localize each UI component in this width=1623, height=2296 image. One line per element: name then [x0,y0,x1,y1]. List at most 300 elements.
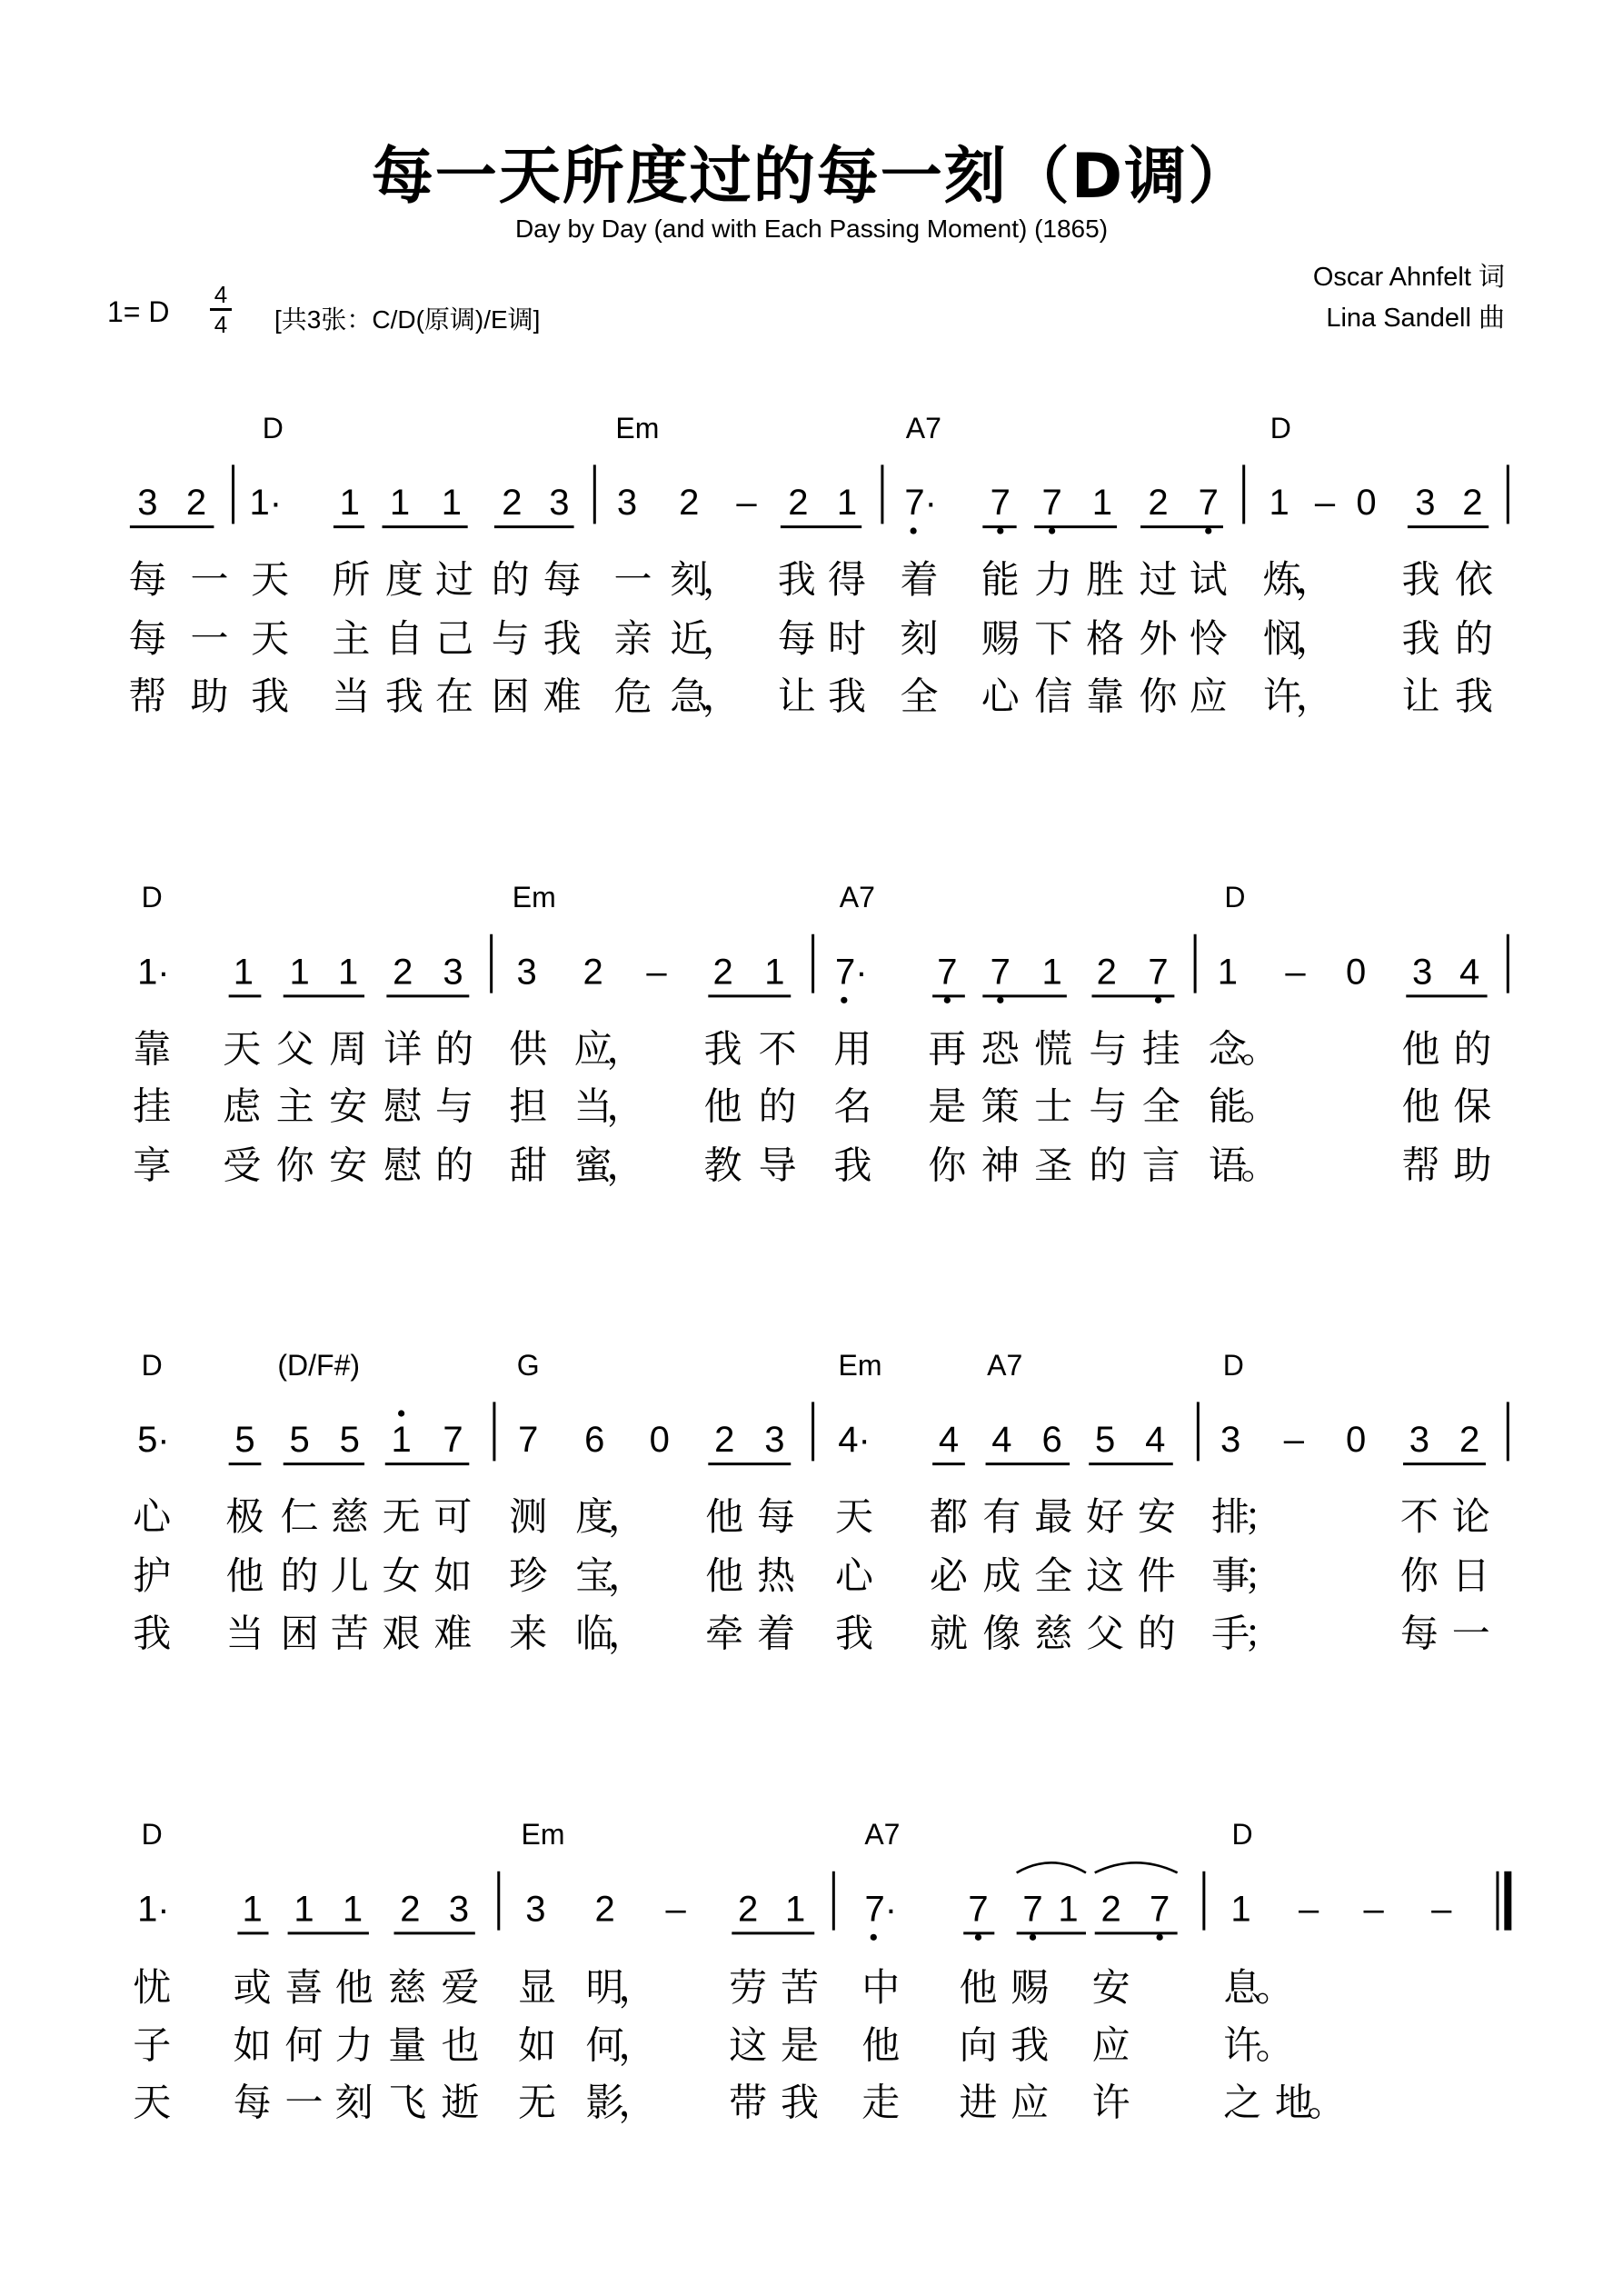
note: 1 [1058,1889,1079,1930]
note: 1 [764,952,785,993]
lyric-char: 我 [1011,2022,1050,2068]
lyric-char: ， [608,1611,647,1656]
note: 5 [339,1420,360,1461]
lyric-char: ， [618,2022,657,2068]
lyric-char: 能 [1208,1083,1247,1129]
lyric-char: 每 [777,616,816,662]
lyric-char: 享 [133,1143,172,1188]
lyric-char: 保 [1453,1083,1492,1129]
lyric-char: 都 [929,1494,968,1540]
lyric-char: ， [1295,616,1334,662]
note: 6 [1041,1420,1062,1461]
lyric-char: ； [1243,1611,1282,1656]
note: 3 [137,483,158,524]
lyric-char: 就 [929,1611,968,1656]
lyric-char: ； [1243,1494,1282,1540]
note: – [1285,952,1306,993]
lyric-char: 件 [1137,1553,1176,1599]
lyric-char: 带 [729,2080,768,2125]
note: 7· [904,483,937,524]
lyric-char: 周 [329,1026,368,1072]
lyric-char: 一 [613,557,652,603]
lyric-char: 飞 [388,2080,427,2125]
note: 2 [1148,483,1169,524]
lyric-char: 一 [190,557,229,603]
lyric-char: 极 [225,1494,264,1540]
note: – [1431,1889,1452,1930]
note: 3 [1415,483,1436,524]
note: 1 [1091,483,1112,524]
lyric-char: 度 [575,1494,614,1540]
lyric-char: 不 [758,1026,797,1072]
lyric-char: 忧 [133,1964,172,2010]
note: 1 [391,1420,412,1461]
time-signature-top: 4 [214,281,228,308]
lyric-char: 应 [573,1026,612,1072]
lyric-char: 无 [382,1494,421,1540]
note: 2 [393,952,413,993]
lyric-char: 这 [1086,1553,1125,1599]
note: 1 [339,483,360,524]
octave-dot-low [911,527,917,534]
lyric-char: 可 [433,1494,473,1540]
note: 7· [835,952,868,993]
note: 2 [594,1889,615,1930]
lyric-char: 念 [1208,1026,1247,1072]
lyric-char: ， [606,1083,645,1129]
lyric-char: ， [702,674,741,719]
lyric-char: 己 [435,616,474,662]
lyric-char: 信 [1034,674,1073,719]
lyric-char: 事 [1211,1553,1250,1599]
octave-dot-low [975,1934,981,1941]
composer-credit: Lina Sandell 曲 [1326,304,1505,333]
lyric-char: 测 [509,1494,548,1540]
note: 2 [714,1420,735,1461]
lyric-char: 当 [332,674,371,719]
note: 1 [836,483,858,524]
lyric-char: 的 [435,1143,474,1188]
lyric-char: 过 [1139,557,1178,603]
lyric-char: 甜 [509,1143,548,1188]
note: – [1314,483,1336,524]
chord-symbol: G [516,1348,540,1382]
lyric-char: 我 [833,1143,872,1188]
lyric-char: 圣 [1034,1143,1073,1188]
lyric-char: 他 [334,1964,373,2010]
lyric-char: 。 [1240,1083,1279,1129]
lyric-char: ， [618,1964,657,2010]
octave-dot-low [841,997,847,1003]
lyric-char: 当 [573,1083,612,1129]
chord-symbol: Em [521,1818,565,1852]
note: 3 [443,952,463,993]
lyric-char: 子 [133,2022,172,2068]
lyric-char: 显 [517,1964,556,2010]
note: 7 [937,952,958,993]
note: 3 [549,483,570,524]
lyric-char: 好 [1086,1494,1125,1540]
lyric-char: 力 [334,2022,373,2068]
lyric-char: 他 [959,1964,998,2010]
chord-symbol: D [141,1818,163,1852]
note: 7 [990,483,1011,524]
lyric-char: 与 [491,616,530,662]
lyric-char: 虑 [223,1083,262,1129]
lyric-char: 来 [509,1611,548,1656]
lyric-char: 息 [1223,1964,1262,2010]
lyric-char: 何 [585,2022,624,2068]
note: 2 [185,483,207,524]
lyric-char: 慰 [383,1083,423,1129]
tie-slur [1017,1862,1086,1872]
note: 0 [649,1420,670,1461]
lyric-char: 在 [435,674,474,719]
lyric-char: 宝 [575,1553,614,1599]
lyric-char: 每 [128,557,167,603]
lyric-char: 天 [835,1494,874,1540]
lyric-char: 赐 [1011,1964,1050,2010]
lyric-char: 帮 [1401,1143,1440,1188]
lyric-char: 全 [900,674,939,719]
note: 7· [864,1889,898,1930]
lyric-char: 恐 [981,1026,1020,1072]
lyric-char: 必 [929,1553,968,1599]
lyric-char: 应 [1189,674,1228,719]
lyric-char: 让 [777,674,816,719]
note: 7 [1148,952,1169,993]
lyric-char: 。 [1307,2080,1346,2125]
lyric-char: 女 [382,1553,421,1599]
lyric-char: 。 [1240,1026,1279,1072]
note: – [1299,1889,1319,1930]
chord-symbol: D [141,881,163,914]
lyric-char: 的 [1089,1143,1128,1188]
lyric-char: 他 [705,1553,744,1599]
lyric-char: 你 [275,1143,314,1188]
lyric-char: 爱 [441,1964,480,2010]
lyric-char: 所 [332,557,371,603]
lyric-char: 你 [1399,1553,1439,1599]
lyric-char: 慈 [388,1964,427,2010]
lyric-char: 心 [133,1494,172,1540]
lyric-char: ； [1243,1553,1282,1599]
lyric-char: 他 [703,1083,742,1129]
lyric-char: 悯 [1262,616,1301,662]
lyric-char: 用 [833,1026,872,1072]
lyric-char: 下 [1034,616,1073,662]
chord-symbol: A7 [864,1818,901,1852]
note: 2 [400,1889,421,1930]
lyric-char: 我 [251,674,290,719]
octave-dot-low [944,997,951,1003]
lyric-char: 许 [1223,2022,1262,2068]
tie-slur [1095,1862,1178,1872]
lyric-char: 我 [1401,616,1440,662]
octave-dot-low [1030,1934,1036,1941]
lyric-char: 手 [1211,1611,1250,1656]
note: 1 [784,1889,806,1930]
note: 5 [1094,1420,1116,1461]
note: – [1283,1420,1305,1461]
lyric-char: 安 [1137,1494,1176,1540]
lyric-char: 全 [1141,1083,1180,1129]
note: 7 [443,1420,463,1461]
note: 7 [990,952,1011,993]
lyric-char: 教 [703,1143,742,1188]
chord-symbol: D [141,1348,163,1382]
note: 2 [788,483,809,524]
note: – [1363,1889,1384,1930]
lyric-char: 论 [1451,1494,1490,1540]
note: 0 [1345,1420,1367,1461]
lyric-char: ， [702,616,741,662]
lyric-char: 何 [284,2022,324,2068]
lyric-char: 心 [981,674,1020,719]
lyric-char: 向 [959,2022,998,2068]
note: 2 [712,952,733,993]
lyric-char: 导 [758,1143,797,1188]
lyric-char: 一 [190,616,229,662]
note: 1 [441,483,462,524]
note: 4· [838,1420,871,1461]
lyric-char: 无 [517,2080,556,2125]
lyric-char: 中 [861,1964,901,2010]
note: 2 [1459,1420,1480,1461]
lyric-char: 的 [758,1083,797,1129]
note: 3 [516,952,537,993]
lyric-char: 受 [223,1143,262,1188]
note: – [646,952,667,993]
lyric-char: 的 [491,557,530,603]
lyric-char: 让 [1401,674,1440,719]
chord-symbol: Em [838,1348,882,1382]
lyric-char: ， [606,1026,645,1072]
note: 4 [1145,1420,1166,1461]
chord-symbol: Em [512,881,556,914]
lyric-char: 助 [1453,1143,1492,1188]
lyricist-credit: Oscar Ahnfelt 词 [1312,263,1505,292]
lyric-char: 详 [383,1026,423,1072]
lyric-char: 我 [835,1611,874,1656]
lyric-char: 难 [543,674,582,719]
note: 5 [234,1420,255,1461]
note: 3 [525,1889,546,1930]
note: 2 [502,483,523,524]
lyric-char: 的 [1454,616,1493,662]
lyric-char: ， [606,1143,645,1188]
note: 7 [1022,1889,1043,1930]
note: 2 [1462,483,1483,524]
lyric-char: 着 [900,557,939,603]
lyric-char: ， [608,1553,647,1599]
key-signature: 1= D [107,295,170,328]
lyric-char: 量 [388,2022,427,2068]
lyric-char: 主 [275,1083,314,1129]
note: 1 [289,952,310,993]
lyric-char: 他 [1401,1026,1440,1072]
lyric-char: 刻 [334,2080,373,2125]
lyric-char: 亲 [613,616,652,662]
lyric-char: 应 [1011,2080,1050,2125]
chord-symbol: D [1224,881,1246,914]
lyric-char: 士 [1034,1083,1073,1129]
lyric-char: 助 [190,674,229,719]
lyric-char: 靠 [133,1026,172,1072]
octave-dot-high [398,1410,404,1416]
octave-dot-low [1155,997,1161,1003]
note: 1 [242,1889,263,1930]
lyric-char: 苦 [330,1611,369,1656]
note: 5· [137,1420,170,1461]
lyric-char: 的 [280,1553,319,1599]
note: 1· [137,1889,170,1930]
note: 1 [389,483,411,524]
note: 2 [679,483,700,524]
lyric-char: 自 [384,616,423,662]
lyric-char: 挂 [1141,1026,1180,1072]
lyric-char: ， [1295,557,1334,603]
lyric-char: 外 [1139,616,1178,662]
lyric-char: 慰 [383,1143,423,1188]
lyric-char: 进 [959,2080,998,2125]
lyric-char: 难 [433,1611,473,1656]
note: 3 [1412,952,1433,993]
lyric-char: 日 [1451,1553,1490,1599]
chord-symbol: D [1222,1348,1244,1382]
lyric-char: 如 [233,2022,272,2068]
lyric-char: 言 [1141,1143,1180,1188]
lyric-char: 靠 [1086,674,1125,719]
lyric-char: ， [702,557,741,603]
lyric-char: 父 [1086,1611,1125,1656]
lyric-char: 临 [575,1611,614,1656]
lyric-char: 近 [670,616,709,662]
lyric-char: 许 [1091,2080,1130,2125]
lyric-char: 困 [491,674,530,719]
lyric-char: 慈 [330,1494,369,1540]
lyric-char: 我 [827,674,866,719]
lyric-char: 急 [670,674,709,719]
lyric-char: 困 [280,1611,319,1656]
lyric-char: 天 [223,1026,262,1072]
lyric-char: 与 [435,1083,474,1129]
note: 1 [1269,483,1289,524]
lyric-char: 供 [509,1026,548,1072]
lyric-char: 他 [861,2022,901,2068]
note: 1· [249,483,283,524]
lyric-char: 天 [251,616,290,662]
lyric-char: 是 [780,2022,819,2068]
note: 1 [342,1889,363,1930]
lyric-char: 他 [1401,1083,1440,1129]
lyric-char: 一 [284,2080,324,2125]
note: 3 [448,1889,470,1930]
octave-dot-low [997,527,1003,534]
lyric-char: ， [1295,674,1334,719]
lyric-char: 是 [928,1083,967,1129]
note: 4 [1459,952,1480,993]
note: 3 [616,483,638,524]
lyric-char: 安 [329,1083,368,1129]
lyric-char: 珍 [509,1553,548,1599]
lyric-char: 我 [543,616,582,662]
chord-symbol: D [1270,411,1291,444]
lyric-char: 能 [981,557,1020,603]
lyric-char: 天 [251,557,290,603]
lyric-char: 地 [1274,2080,1313,2125]
lyric-char: 的 [1453,1026,1492,1072]
lyric-char: 挂 [133,1083,172,1129]
note: 3 [1409,1420,1430,1461]
lyric-char: 的 [1137,1611,1176,1656]
lyric-char: 我 [777,557,816,603]
lyric-char: 着 [757,1611,796,1656]
lyric-char: 也 [441,2022,480,2068]
lyric-char: 我 [1454,674,1493,719]
lyric-char: 你 [1139,674,1178,719]
lyric-char: 语 [1208,1143,1247,1188]
lyric-char: 每 [1399,1611,1439,1656]
note: 7 [968,1889,989,1930]
lyric-char: 他 [705,1494,744,1540]
lyric-char: 安 [1091,1964,1130,2010]
lyric-char: 明 [585,1964,624,2010]
note: 7 [518,1420,539,1461]
note: 3 [764,1420,785,1461]
editions-note: [共3张：C/D(原调)/E调] [274,305,541,334]
lyric-char: ， [618,2080,657,2125]
lyric-char: 的 [435,1026,474,1072]
octave-dot-low [1157,1934,1163,1941]
note: 1 [338,952,359,993]
note: 6 [584,1420,605,1461]
note: 1· [137,952,170,993]
note: 7 [1041,483,1062,524]
chord-symbol: D [262,411,284,444]
lyric-char: 炼 [1262,557,1301,603]
note: 5 [289,1420,310,1461]
lyric-char: 每 [128,616,167,662]
lyric-char: 影 [585,2080,624,2125]
lyric-char: 。 [1255,1964,1294,2010]
lyric-char: 蜜 [573,1143,612,1188]
song-title: 每一天所度过的每一刻（D调） [371,141,1252,213]
lyric-char: 与 [1089,1026,1128,1072]
lyric-char: 度 [384,557,423,603]
lyric-char: 有 [982,1494,1021,1540]
lyric-char: 赐 [981,616,1020,662]
lyric-char: 苦 [780,1964,819,2010]
lyric-char: 喜 [284,1964,324,2010]
lyric-char: 艰 [382,1611,421,1656]
lyric-char: 慈 [1034,1611,1073,1656]
chord-symbol: A7 [839,881,875,914]
lyric-char: 得 [827,557,866,603]
chord-symbol: A7 [905,411,941,444]
note: 3 [1220,1420,1241,1461]
note: 2 [1096,952,1117,993]
lyric-char: 名 [833,1083,872,1129]
lyric-char: 如 [433,1553,473,1599]
lyric-char: 许 [1262,674,1301,719]
note: 4 [938,1420,960,1461]
note: 0 [1356,483,1377,524]
lyric-char: 试 [1189,557,1228,603]
lyric-char: 我 [384,674,423,719]
lyric-char: 与 [1089,1083,1128,1129]
lyric-char: 最 [1034,1494,1073,1540]
